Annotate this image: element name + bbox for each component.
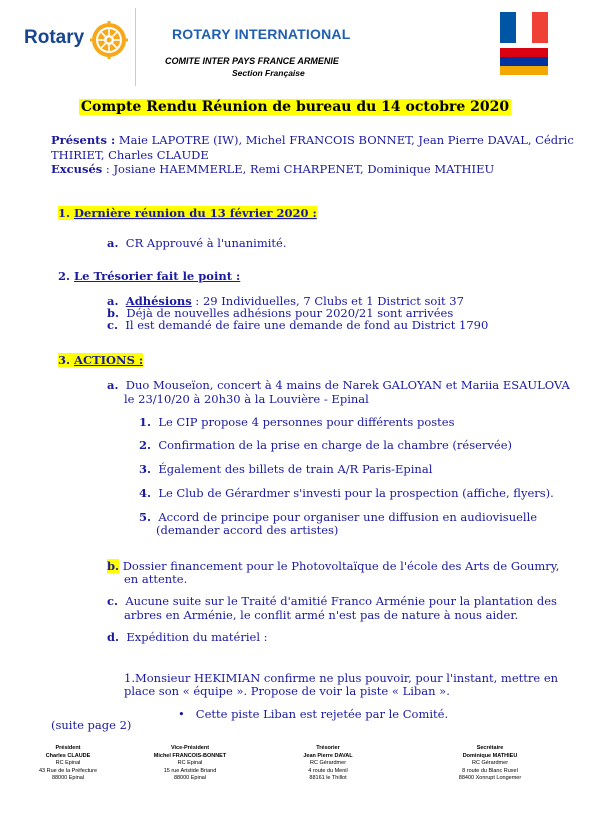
header-divider [135,8,136,86]
note-line: 1.Monsieur HEKIMIAN confirme ne plus pouvoir, pour l'instant, mettre en [124,671,559,685]
section-1-heading: 1. Dernière réunion du 13 février 2020 : [58,206,317,220]
org-subtitle: COMITE INTER PAYS FRANCE ARMENIE [165,56,339,66]
document-title: Compte Rendu Réunion de bureau du 14 octobre 2020 [80,99,510,115]
note-line-2: place son « équipe ». Propose de voir la piste « Liban ». [124,684,450,698]
rotary-logo-text: Rotary [24,27,85,48]
sub-item-4: 4. Le Club de Gérardmer s'investi pour la prospection (affiche, flyers). [139,486,554,500]
sub-item-5-2: (demander accord des artistes) [156,523,339,537]
section-3-item-b-2: en attente. [124,572,188,586]
continued-note: (suite page 2) [51,718,132,732]
section-3-item-b: b. Dossier financement pour le Photovoltaïque de l'école des Arts de Goumry, [107,559,560,573]
section-3-heading: 3. ACTIONS : [58,353,144,367]
bullet-icon: • [178,707,185,721]
section-3-item-c: c. Aucune suite sur le Traité d'amitié Franco Arménie pour la plantation des [107,594,557,608]
bullet-item: • Cette piste Liban est rejetée par le Comité. [178,707,449,721]
section-3-item-c-2: arbres en Arménie, le conflit armé n'est pas de nature à nous aider. [124,608,519,622]
sub-item-5: 5. Accord de principe pour organiser une diffusion en audiovisuelle [139,510,538,524]
armenia-flag-icon [500,48,548,75]
section-1-item-a: a. CR Approuvé à l'unanimité. [107,236,287,250]
section-2-heading: 2. Le Trésorier fait le point : [58,269,241,283]
section-2-item-a: a. Adhésions : 29 Individuelles, 7 Clubs et 1 District soit 37 [107,294,464,308]
excused-line: Excusés : Josiane HAEMMERLE, Remi CHARPENET, Dominique MATHIEU [51,162,495,176]
sub-item-1: 1. Le CIP propose 4 personnes pour différents postes [139,415,455,429]
france-flag-icon [500,12,548,43]
section-3-item-a-2: le 23/10/20 à 20h30 à la Louvière - Epinal [124,392,369,406]
rotary-wheel-icon [89,20,129,60]
section-3-item-d: d. Expédition du matériel : [107,630,268,644]
signature-president: Président Charles CLAUDE RC Epinal 43 Rue de la Préfecture 88000 Epinal [38,745,98,781]
sub-item-2: 2. Confirmation de la prise en charge de la chambre (réservée) [139,438,513,452]
org-section: Section Française [232,68,305,78]
section-2-item-c: c. Il est demandé de faire une demande de fond au District 1790 [107,318,489,332]
signature-treasurer: Trésorier Jean Pierre DAVAL RC Gérardmer 4 route du Menil 88161 le Thillot [303,745,353,781]
sub-item-3: 3. Également des billets de train A/R Paris-Epinal [139,462,433,476]
org-title: ROTARY INTERNATIONAL [172,26,351,42]
signature-vice-president: Vice-Président Michel FRANCOIS-BONNET RC Epinal 15 rue Aristide Briand 88000 Epinal [153,745,227,781]
section-2-item-b: b. Déjà de nouvelles adhésions pour 2020/21 sont arrivées [107,306,454,320]
present-line-2: THIRIET, Charles CLAUDE [51,148,209,162]
section-3-item-a: a. Duo Mouseïon, concert à 4 mains de Narek GALOYAN et Mariia ESAULOVA [107,378,570,392]
present-line: Présents : Maie LAPOTRE (IW), Michel FRANCOIS BONNET, Jean Pierre DAVAL, Cédric [51,133,574,147]
signature-secretary: Secrétaire Dominique MATHIEU RC Gérardmer 8 route du Blanc Ruxel 88400 Xonrupt Longemer [458,745,522,781]
